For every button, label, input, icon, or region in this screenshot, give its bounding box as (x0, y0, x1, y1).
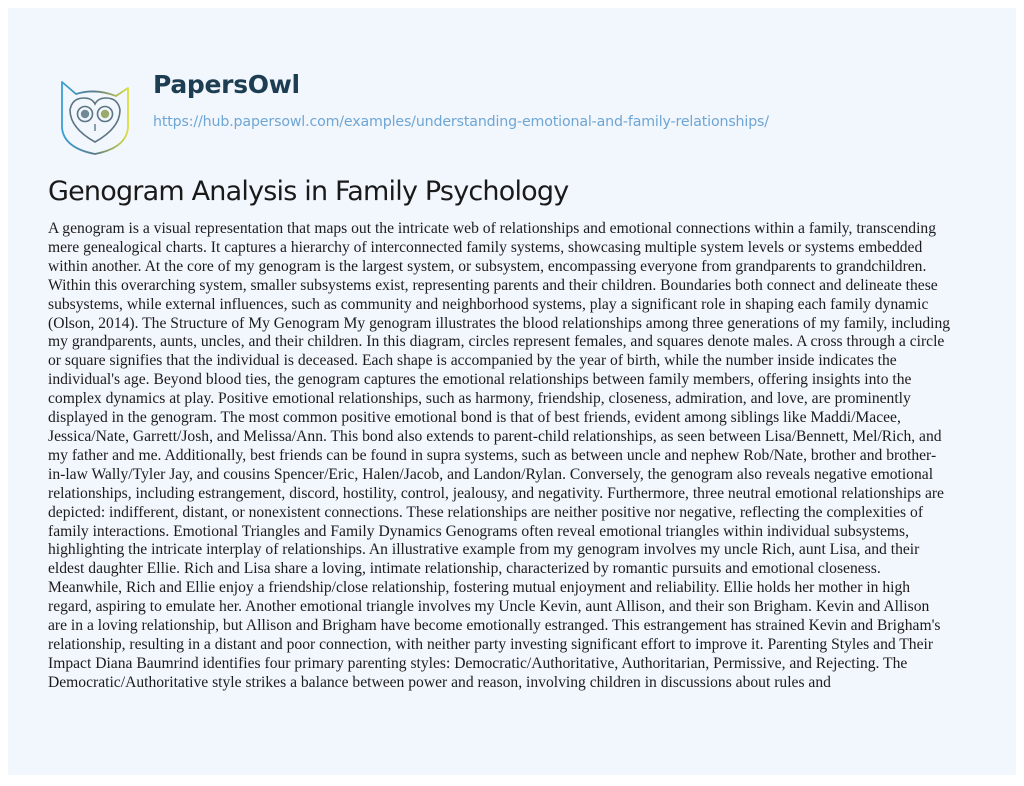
body-line: relationship, resulting in a distant and poor connection, with neither party investing significant effort to improve it. Parenting Styles and Their (48, 635, 934, 653)
body-line: Within this overarching system, smaller subsystems exist, representing parents and their children. Boundaries both connect and delineate these (48, 276, 938, 294)
body-line: eldest daughter Ellie. Rich and Lisa share a loving, intimate relationship, characterized by romantic pursuits and emotional closeness. (48, 560, 881, 578)
article-body (48, 220, 988, 693)
body-line: Impact Diana Baumrind identifies four primary parenting styles: Democratic/Authoritative, Authoritarian, Permissive, and Rejecting. The (48, 654, 908, 672)
page-url-link[interactable]: https://hub.papersowl.com/examples/understanding-emotional-and-family-relationships/ (153, 114, 769, 130)
body-line: A genogram is a visual representation that maps out the intricate web of relationships and emotional connections within a family, transcending (48, 220, 937, 237)
body-line: displayed in the genogram. The most common positive emotional bond is that of best friends, evident among siblings like Maddi/Macee, (48, 409, 901, 427)
body-line: highlighting the intricate interplay of relationships. An illustrative example from my genogram involves my uncle Rich, aunt Lisa, and their (48, 541, 920, 559)
article-title: Genogram Analysis in Family Psychology (48, 176, 569, 207)
body-line: complex dynamics at play. Positive emotional relationships, such as harmony, friendship, closeness, admiration, and love, are prominently (48, 390, 911, 408)
body-line: relationships, including estrangement, discord, hostility, control, jealousy, and negativity. Furthermore, three neutral emotional relationships are (48, 484, 944, 502)
body-line: are in a loving relationship, but Allison and Brigham have become emotionally estranged. This estrangement has strained Kevin and Brigham's (48, 617, 941, 635)
owl-logo-icon[interactable] (50, 68, 140, 158)
body-line: mere genealogical charts. It captures a hierarchy of interconnected family systems, showcasing multiple system levels or systems embedded (48, 238, 923, 256)
brand-name[interactable]: PapersOwl (153, 70, 300, 99)
body-line: subsystems, while external influences, such as community and neighborhood systems, play a significant role in shaping each family dynamic (48, 295, 929, 313)
body-line: Democratic/Authoritative style strikes a balance between power and reason, involving children in discussions about rules and (48, 673, 831, 691)
body-line: Meanwhile, Rich and Ellie enjoy a friendship/close relationship, fostering mutual enjoyment and reliability. Ellie holds her mother in high (48, 579, 911, 597)
content-card (8, 8, 1016, 775)
body-line: depicted: indifferent, distant, or nonexistent connections. These relationships are neither positive nor negative, reflecting the complexities of (48, 503, 924, 521)
body-line: family interactions. Emotional Triangles and Family Dynamics Genograms often reveal emotional triangles within individual subsystems, (48, 522, 909, 540)
body-line: my grandparents, aunts, uncles, and their children. In this diagram, circles represent females, and squares denote males. A cross through a circle (48, 333, 945, 351)
body-line: within another. At the core of my genogram is the largest system, or subsystem, encompassing everyone from grandparents to grandchildren. (48, 257, 927, 275)
body-line: (Olson, 2014). The Structure of My Genogram My genogram illustrates the blood relationships among three generations of my family, including (48, 314, 951, 332)
site-header (8, 8, 1016, 158)
body-line: Jessica/Nate, Garrett/Josh, and Melissa/Ann. This bond also extends to parent-child relationships, as seen between Lisa/Bennett, Mel/Rich, and (48, 427, 942, 445)
body-line: or square signifies that the individual is deceased. Each shape is accompanied by the year of birth, while the number inside indicates the (48, 352, 897, 370)
body-line: regard, aspiring to emulate her. Another emotional triangle involves my Uncle Kevin, aunt Allison, and their son Brigham. Kevin and Allison (48, 598, 930, 616)
body-line: my father and me. Additionally, best friends can be found in supra systems, such as between uncle and nephew Rob/Nate, brother and brother- (48, 446, 937, 464)
body-line: in-law Wally/Tyler Jay, and cousins Spencer/Eric, Halen/Jacob, and Landon/Rylan. Conversely, the genogram also reveals negative emotional (48, 465, 934, 483)
body-line: individual's age. Beyond blood ties, the genogram captures the emotional relationships between family members, offering insights into the (48, 371, 912, 389)
